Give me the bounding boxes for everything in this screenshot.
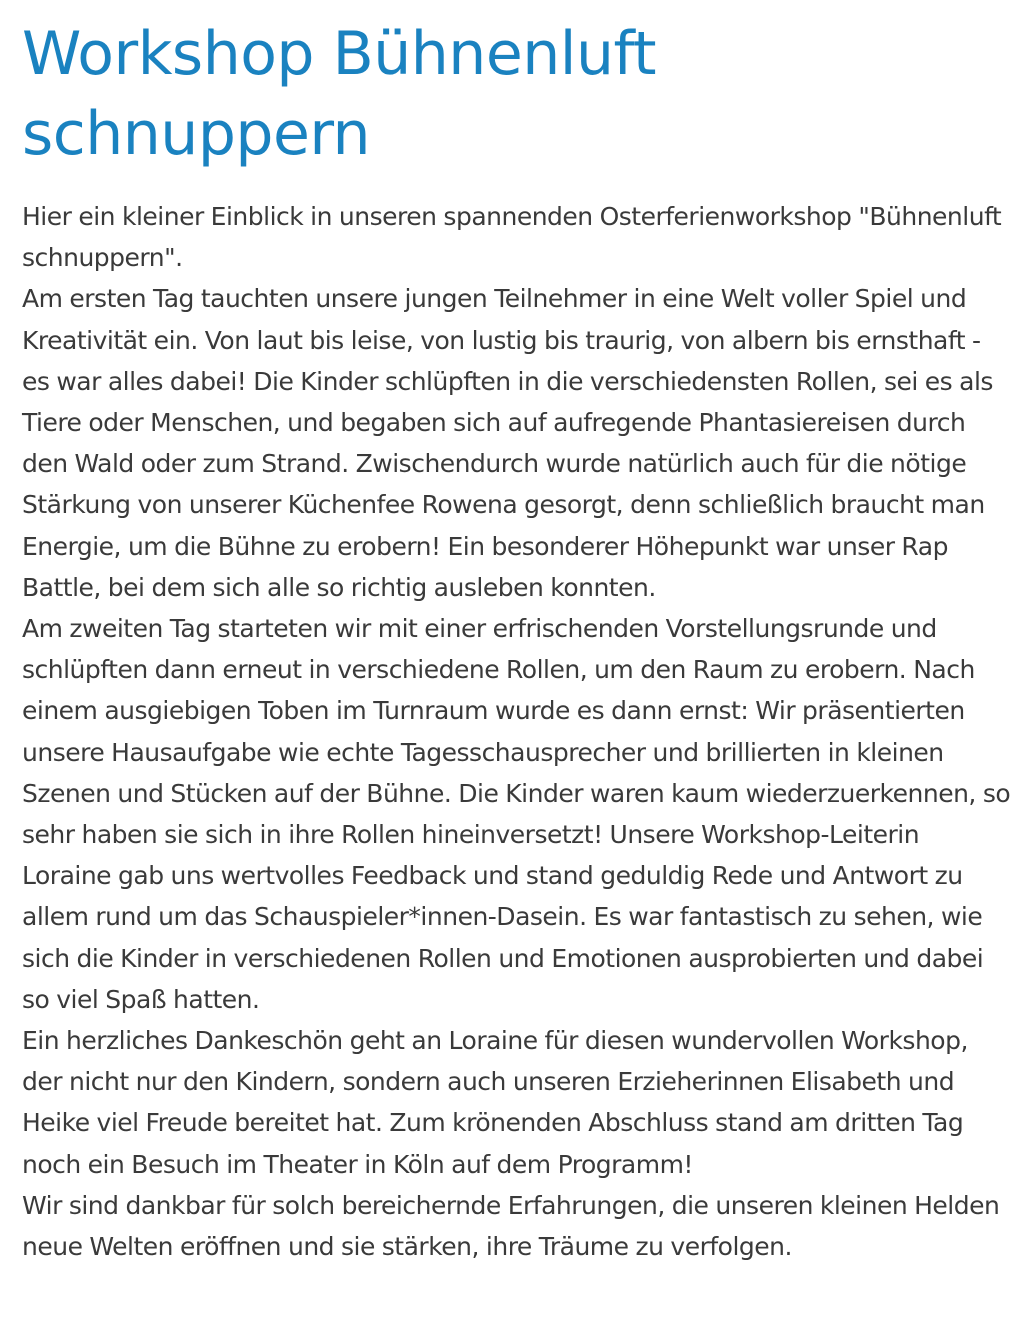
article-paragraph: Am ersten Tag tauchten unsere jungen Teilnehmer in eine Welt voller Spiel und Kreativität ein. Von laut bis leise, von lustig bis traurig, von albern bis ernsthaft - es war alles dabei! Die Kinder schlüpften in die verschiedensten Rollen, sei es als Tiere oder Menschen, und begaben sich auf aufregende Phantasiereisen durch den Wald oder zum Strand. Zwischendurch wurde natürlich auch für die nötige Stärkung von unserer Küchenfee Rowena gesorgt, denn schließlich braucht man Energie, um die Bühne zu erobern! Ein besonderer Höhepunkt war unser Rap Battle, bei dem sich alle so richtig ausleben konnten. bbox=[22, 284, 993, 602]
article-body bbox=[22, 196, 1014, 1267]
article-title: Workshop Bühnenluft schnuppern bbox=[22, 19, 657, 169]
article-paragraph: Am zweiten Tag starteten wir mit einer erfrischenden Vorstellungsrunde und schlüpften dann erneut in verschiedene Rollen, um den Raum zu erobern. Nach einem ausgiebigen Toben im Turnraum wurde es dann ernst: Wir präsentierten unsere Hausaufgabe wie echte Tagesschausprecher und brillierten in kleinen Szenen und Stücken auf der Bühne. Die Kinder waren kaum wiederzuerkennen, so sehr haben sie sich in ihre Rollen hineinversetzt! Unsere Workshop-Leiterin Loraine gab uns wertvolles Feedback und stand geduldig Rede und Antwort zu allem rund um das Schauspieler*innen-Dasein. Es war fantastisch zu sehen, wie sich die Kinder in verschiedenen Rollen und Emotionen ausprobierten und dabei so viel Spaß hatten. bbox=[22, 614, 1011, 1014]
article bbox=[22, 14, 1014, 1267]
article-paragraph: Hier ein kleiner Einblick in unseren spannenden Osterferienworkshop "Bühnenluft schnuppern". bbox=[22, 202, 1002, 273]
article-paragraph: Wir sind dankbar für solch bereichernde Erfahrungen, die unseren kleinen Helden neue Welten eröffnen und sie stärken, ihre Träume zu verfolgen. bbox=[22, 1190, 1000, 1262]
article-paragraph: Ein herzliches Dankeschön geht an Loraine für diesen wundervollen Workshop, der nicht nur den Kindern, sondern auch unseren Erzieherinnen Elisabeth und Heike viel Freude bereitet hat. Zum krönenden Abschluss stand am dritten Tag noch ein Besuch im Theater in Köln auf dem Programm! bbox=[22, 1026, 968, 1179]
